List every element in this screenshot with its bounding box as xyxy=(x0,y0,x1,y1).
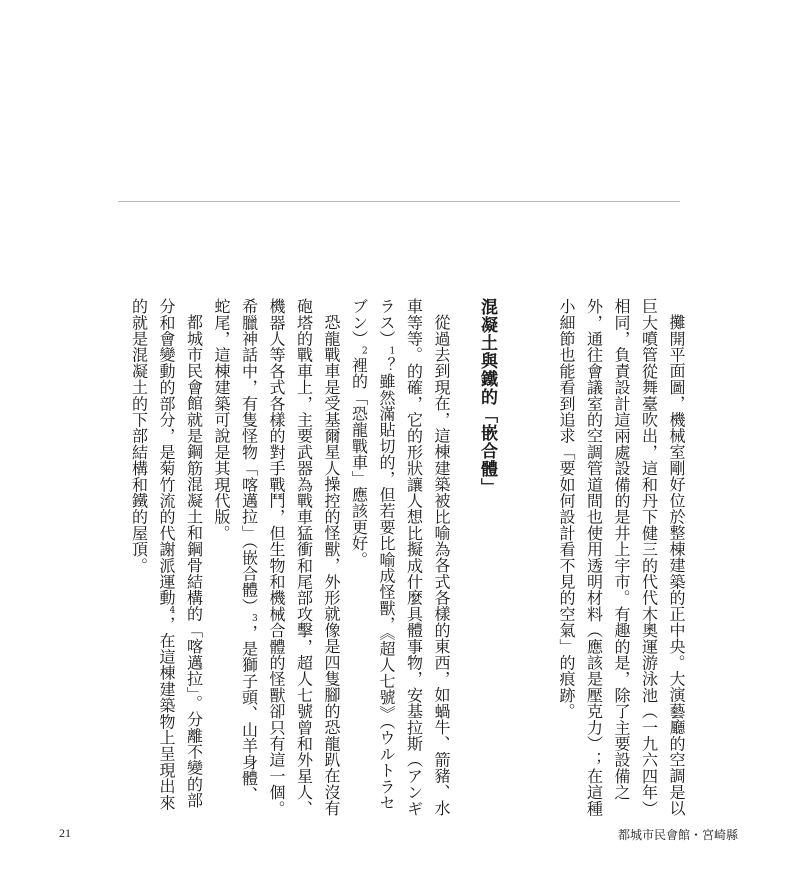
footnote-marker-1: 1 xyxy=(387,346,398,357)
running-footer: 都城市民會館・宮崎縣 xyxy=(617,828,738,842)
page-number: 21 xyxy=(59,826,71,840)
section-heading: 混凝土與鐵的「嵌合體」 xyxy=(477,298,497,496)
footnote-marker-3: 3 xyxy=(249,614,260,625)
intro-paragraph xyxy=(553,298,691,818)
footnote-marker-4: 4 xyxy=(167,605,178,617)
body-paragraph-2 xyxy=(208,298,346,818)
p3-text-a: 都城市民會館就是鋼筋混凝土和鋼骨結構的「喀邁拉」。分離不變的部分和會變動的部分，是菊竹流的代謝派運動 xyxy=(157,298,204,809)
footnote-marker-2: 2 xyxy=(359,346,370,357)
body-paragraph-3 xyxy=(125,298,208,818)
p2-text-a: 恐龍戰車是受基爾星人操控的怪獸，外形就像是四隻腳的恐龍趴在沒有砲塔的戰車上，主要武器為戰車猛衝和尾部攻擊，超人七號曾和外星人、機器人等各式各樣的對手戰鬥，但生物和機械合體的怪獸卻只有這一個。希臘神話中，有隻怪物「喀邁拉」（嵌合體） xyxy=(239,298,341,817)
section-heading-column xyxy=(473,298,501,818)
p1-text-c: 裡的「恐龍戰車」應該更好。 xyxy=(349,356,369,568)
p2-text-b: ，是獅子頭、山羊身體、蛇尾，這棟建築可說是其現代版。 xyxy=(212,298,259,803)
header-rule xyxy=(118,201,680,202)
section-body xyxy=(125,298,455,818)
p1-text-a: 從過去到現在，這棟建築被比喻為各式各樣的東西，如蝸牛、箭豬、水車等等。的確，它的形狀讓人想比擬成什麼具體事物，安基拉斯（アンギラス） xyxy=(377,298,451,817)
p3-text-b: ，在這棟建築物上呈現出來的就是混凝土的下部結構和鐵的屋頂。 xyxy=(129,298,176,811)
intro-paragraph-text: 攤開平面圖，機械室剛好位於整棟建築的正中央。大演藝廳的空調是以巨大噴管從舞臺吹出，這和丹下健三的代代木奧運游泳池（一九六四年）相同，負責設計這兩處設備的是井上宇市。有趣的是，除了主要設備之外，通往會議室的空調管道間也使用透明材料（應該是壓克力）；在這種小細節也能看到追求「要如何設計看不見的空氣」的痕跡。 xyxy=(557,298,686,817)
body-paragraph-1 xyxy=(345,298,455,818)
p1-text-b: ？雖然滿貼切的，但若要比喻成怪獸，《超人七號》（ウルトラセブン） xyxy=(349,298,396,811)
